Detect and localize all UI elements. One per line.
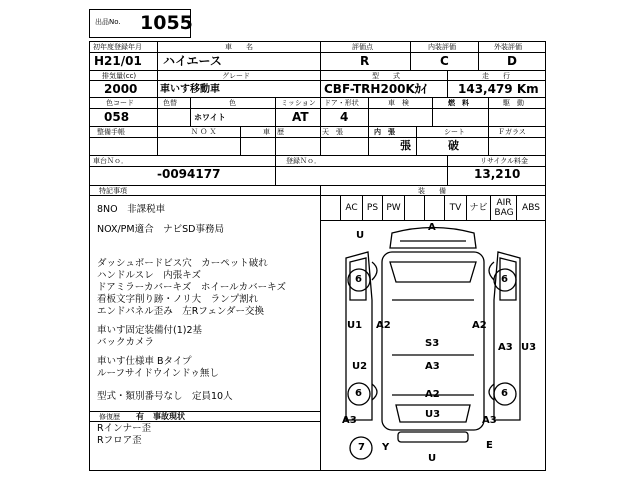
note-line: ダッシュボードビス穴 カーペット破れ xyxy=(97,258,268,269)
mark-a3-left-lower: A3 xyxy=(342,415,357,426)
transmission-value: AT xyxy=(292,110,309,124)
sunroof-label: 天 張 xyxy=(322,128,343,136)
mark-a2-lower: A2 xyxy=(425,389,440,400)
reg-year-label: 初年度登録年月 xyxy=(93,43,142,51)
equipment-abs: ABS xyxy=(522,203,540,213)
mark-s3: S3 xyxy=(425,338,440,349)
note-line: バックカメラ xyxy=(97,337,155,348)
repair-label: 修復歴 xyxy=(99,413,120,421)
seat-value: 破 xyxy=(448,139,459,152)
mark-a2-right: A2 xyxy=(472,320,487,331)
model-value: CBF-TRH200Kｶｲ xyxy=(324,82,427,96)
inspection-label: 車 検 xyxy=(388,99,409,107)
mark-y: Y xyxy=(382,442,390,453)
mark-a3-right-lower: A3 xyxy=(482,415,497,426)
equipment-label: 装 備 xyxy=(418,187,446,195)
exterior-grade-label: 外装評価 xyxy=(494,43,522,51)
score-label: 評価点 xyxy=(352,43,373,51)
reg-no-label: 登録Ｎｏ． xyxy=(286,157,321,165)
grade-value: 車いす移動車 xyxy=(160,84,220,95)
mark-rr-tire: 6 xyxy=(501,388,508,399)
mark-u2: U2 xyxy=(352,361,368,372)
note-line: 車いす仕様車 Bタイプ xyxy=(97,356,192,367)
exterior-grade-value: D xyxy=(507,54,517,68)
mark-a3-center: A3 xyxy=(425,361,440,372)
color-code-value: 058 xyxy=(104,110,130,124)
mark-lr-tire: 6 xyxy=(355,388,362,399)
glass-label: Ｆガラス xyxy=(498,128,526,136)
model-label: 型 式 xyxy=(372,72,400,80)
doors-value: 4 xyxy=(340,110,349,124)
equipment-navi: ナビ xyxy=(469,203,488,213)
score-value: R xyxy=(360,54,370,68)
lot-number: 1055 xyxy=(140,12,193,34)
repair-status: 事故現状 xyxy=(153,412,185,421)
mark-a3-right: A3 xyxy=(498,342,513,353)
note-line: ハンドルスレ 内張キズ xyxy=(97,270,202,281)
mark-spare-tire: 7 xyxy=(358,442,365,453)
equipment-ps: PS xyxy=(366,203,379,213)
note-line: 車いす固定装備付(1)2基 xyxy=(97,325,203,336)
chassis-value: -0094177 xyxy=(157,167,221,181)
note-line: 看板文字削り跡・ノリ大 ランプ割れ xyxy=(97,294,259,305)
seat-label: シート xyxy=(444,128,465,136)
mark-a2-left: A2 xyxy=(376,320,391,331)
note-line: 型式・類別番号なし 定員10人 xyxy=(97,391,233,402)
mark-u3-lower: U3 xyxy=(425,409,441,420)
equipment-airbag: AIR BAG xyxy=(494,198,514,218)
drive-label: 駆 動 xyxy=(503,99,524,107)
repair-value: 有 xyxy=(136,412,144,421)
mark-top-a: A xyxy=(428,222,436,233)
car-name-value: ハイエース xyxy=(163,54,222,68)
interior-trim-value: 張 xyxy=(400,139,411,152)
color-type-label: 色替 xyxy=(163,99,177,107)
mark-u-bottom: U xyxy=(428,453,437,464)
lot-label: 出品No. xyxy=(95,18,121,26)
mileage-label: 走 行 xyxy=(482,72,510,80)
displacement-label: 排気量(cc) xyxy=(102,72,137,80)
mark-lf-tire: 6 xyxy=(355,274,362,285)
mark-u3-right: U3 xyxy=(521,342,537,353)
reg-year-value: H21/01 xyxy=(94,54,142,68)
mark-rf-tire: 6 xyxy=(501,274,508,285)
equipment-ac: AC xyxy=(345,203,358,213)
interior-grade-label: 内装評価 xyxy=(428,43,456,51)
color-code-label: 色コード xyxy=(106,99,134,107)
mark-e: E xyxy=(486,440,493,451)
recycle-value: 13,210 xyxy=(474,167,521,181)
notes-label: 特記事項 xyxy=(99,187,127,195)
chassis-label: 車台Ｎｏ． xyxy=(93,157,128,165)
note-line: ドアミラーカバーキズ ホイールカバーキズ xyxy=(97,282,286,293)
color-value: ホワイト xyxy=(194,113,226,122)
grade-label: グレード xyxy=(222,72,250,80)
mark-u1: U1 xyxy=(347,320,363,331)
history-label: 車 歴 xyxy=(263,128,284,136)
interior-trim-label: 内 張 xyxy=(374,128,395,136)
interior-grade-value: C xyxy=(440,54,449,68)
note-line: ルーフサイドウインドゥ無し xyxy=(97,368,219,379)
displacement-value: 2000 xyxy=(104,82,138,96)
nox-label: Ｎ Ｏ Ｘ xyxy=(191,128,217,136)
doors-label: ドア・形状 xyxy=(324,99,359,107)
recycle-label: リサイクル料金 xyxy=(480,157,529,165)
mileage-value: 143,479 Km xyxy=(458,82,539,96)
note-line: NOX/PM適合 ナビSD事務局 xyxy=(97,224,224,235)
repair-note: Rフロア歪 xyxy=(97,435,142,446)
car-name-label: 車 名 xyxy=(225,43,253,51)
note-line: エンドパネル歪み 左Rフェンダー交換 xyxy=(97,306,265,317)
fuel-label: 燃 料 xyxy=(448,99,469,107)
equipment-tv: TV xyxy=(449,203,462,213)
transmission-label: ミッション xyxy=(281,99,316,107)
repair-note: Rインナー歪 xyxy=(97,423,152,434)
equipment-pw: PW xyxy=(386,203,401,213)
mark-top-u: U xyxy=(356,230,365,241)
note-line: 8NO 非課税車 xyxy=(97,204,166,215)
maintenance-label: 整備手帳 xyxy=(97,128,125,136)
color-label: 色 xyxy=(229,99,236,107)
